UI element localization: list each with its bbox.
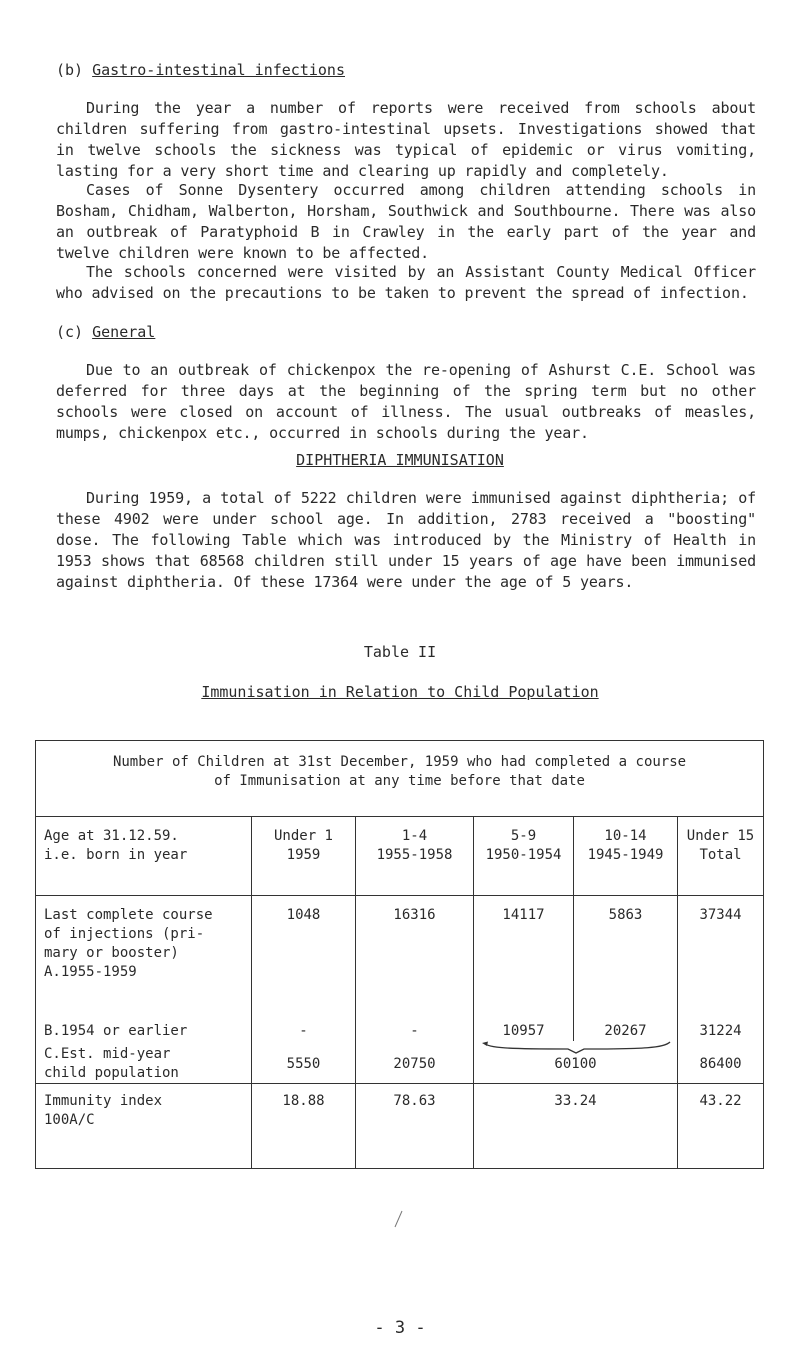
header-under-1-line-2: 1959 <box>286 847 321 863</box>
row-b-label: B.1954 or earlier <box>36 982 252 1041</box>
row-d-label <box>36 1084 252 1169</box>
table-row <box>36 982 764 1041</box>
gastro-heading-text: Gastro-intestinal infections <box>92 61 345 79</box>
table-caption-line-1: Number of Children at 31st December, 1959 who had completed a course <box>112 754 687 770</box>
row-c-1-4: 20750 <box>356 1041 474 1084</box>
header-total <box>678 817 764 896</box>
header-age-line-2: i.e. born in year <box>44 847 188 863</box>
row-b-10-14: 20267 <box>574 982 678 1041</box>
row-b-5-9: 10957 <box>474 982 574 1041</box>
row-c-label <box>36 1041 252 1084</box>
table-caption-row <box>36 741 764 817</box>
gastro-paragraph-2: Cases of Sonne Dysentery occurred among children attending schools in Bosham, Chidham, Walberton, Horsham, Southwick and Southbourne. There was also an outbreak of Paratyphoid B in Crawley in the early part of the year and twelve children were known to be affected. <box>56 181 756 262</box>
row-c-under-1: 5550 <box>252 1041 356 1084</box>
table-title: Immunisation in Relation to Child Population <box>201 683 599 701</box>
row-a-5-9: 14117 <box>474 896 574 983</box>
row-a-total: 37344 <box>678 896 764 983</box>
row-d-1-4: 78.63 <box>356 1084 474 1169</box>
general-paragraph-1: Due to an outbreak of chickenpox the re-opening of Ashurst C.E. School was deferred for three days at the beginning of the spring term but no other schools were closed on account of illness. The usual outbreaks of measles, mumps, chickenpox etc., occurred in schools during the year. <box>56 361 756 442</box>
header-10-14 <box>574 817 678 896</box>
row-d-under-1: 18.88 <box>252 1084 356 1169</box>
stray-mark-icon <box>392 1210 404 1228</box>
row-a-10-14: 5863 <box>574 896 678 983</box>
gastro-heading <box>56 60 756 81</box>
header-5-9 <box>474 817 574 896</box>
diphtheria-heading: DIPHTHERIA IMMUNISATION <box>296 451 504 469</box>
row-d-total: 43.22 <box>678 1084 764 1169</box>
row-c-label-line-2: child population <box>44 1065 179 1081</box>
header-10-14-line-2: 1945-1949 <box>587 847 664 863</box>
row-c-total: 86400 <box>678 1041 764 1084</box>
header-total-line-2: Total <box>699 847 742 863</box>
diphtheria-paragraph-1: During 1959, a total of 5222 children were immunised against diphtheria; of these 4902 were under school age. In addition, 2783 received a "boosting" dose. The following Table which was introduced by the Ministry of Health in 1953 shows that 68568 children still under 15 years of age have been immunised against diphtheria. Of these 17364 were under the age of 5 years. <box>56 489 756 591</box>
header-under-1 <box>252 817 356 896</box>
header-under-1-line-1: Under 1 <box>273 828 333 844</box>
header-total-line-1: Under 15 <box>686 828 755 844</box>
row-d-label-line-2: 100A/C <box>44 1112 95 1128</box>
general-heading-text: General <box>92 323 156 341</box>
header-10-14-line-1: 10-14 <box>604 828 647 844</box>
gastro-paragraph-3: The schools concerned were visited by an Assistant County Medical Officer who advised on the precautions to be taken to prevent the spread of infection. <box>56 263 756 302</box>
row-a-1-4: 16316 <box>356 896 474 983</box>
table-row <box>36 1084 764 1169</box>
header-1-4-line-2: 1955-1958 <box>376 847 453 863</box>
row-a-label-line-2: of injections (pri- <box>44 926 205 942</box>
row-d-5-14: 33.24 <box>474 1084 678 1169</box>
header-age <box>36 817 252 896</box>
row-b-under-1: - <box>252 982 356 1041</box>
row-c-label-line-1: C.Est. mid-year <box>44 1046 171 1062</box>
gastro-paragraph-1: During the year a number of reports were received from schools about children suffering from gastro-intestinal upsets. Investigations showed that in twelve schools the sickness was typical of epidemic or virus vomiting, lasting for a very short time and clearing up rapidly and completely. <box>56 99 756 180</box>
table-row <box>36 896 764 983</box>
row-a-label-line-1: Last complete course <box>44 907 213 923</box>
row-b-1-4: - <box>356 982 474 1041</box>
gastro-heading-prefix: (b) <box>56 61 93 79</box>
table-label: Table II <box>363 643 437 661</box>
row-c-5-14 <box>474 1041 678 1084</box>
header-1-4-line-1: 1-4 <box>401 828 428 844</box>
row-a-label <box>36 896 252 983</box>
general-heading-prefix: (c) <box>56 323 93 341</box>
header-age-line-1: Age at 31.12.59. <box>44 828 179 844</box>
general-heading <box>56 322 756 343</box>
header-5-9-line-2: 1950-1954 <box>485 847 562 863</box>
row-a-label-line-4: A.1955-1959 <box>44 964 137 980</box>
row-b-total: 31224 <box>678 982 764 1041</box>
table-caption-line-2: of Immunisation at any time before that date <box>214 773 585 789</box>
header-5-9-line-1: 5-9 <box>510 828 537 844</box>
header-1-4 <box>356 817 474 896</box>
row-a-under-1: 1048 <box>252 896 356 983</box>
table-row <box>36 1041 764 1084</box>
row-c-5-14-value: 60100 <box>554 1056 597 1072</box>
immunisation-table <box>35 740 764 1169</box>
row-a-label-line-3: mary or booster) <box>44 945 179 961</box>
brace-icon <box>478 1041 674 1055</box>
table-header-row <box>36 817 764 896</box>
row-d-label-line-1: Immunity index <box>44 1093 163 1109</box>
page-number: - 3 - <box>374 1318 426 1338</box>
table-caption <box>36 741 764 817</box>
